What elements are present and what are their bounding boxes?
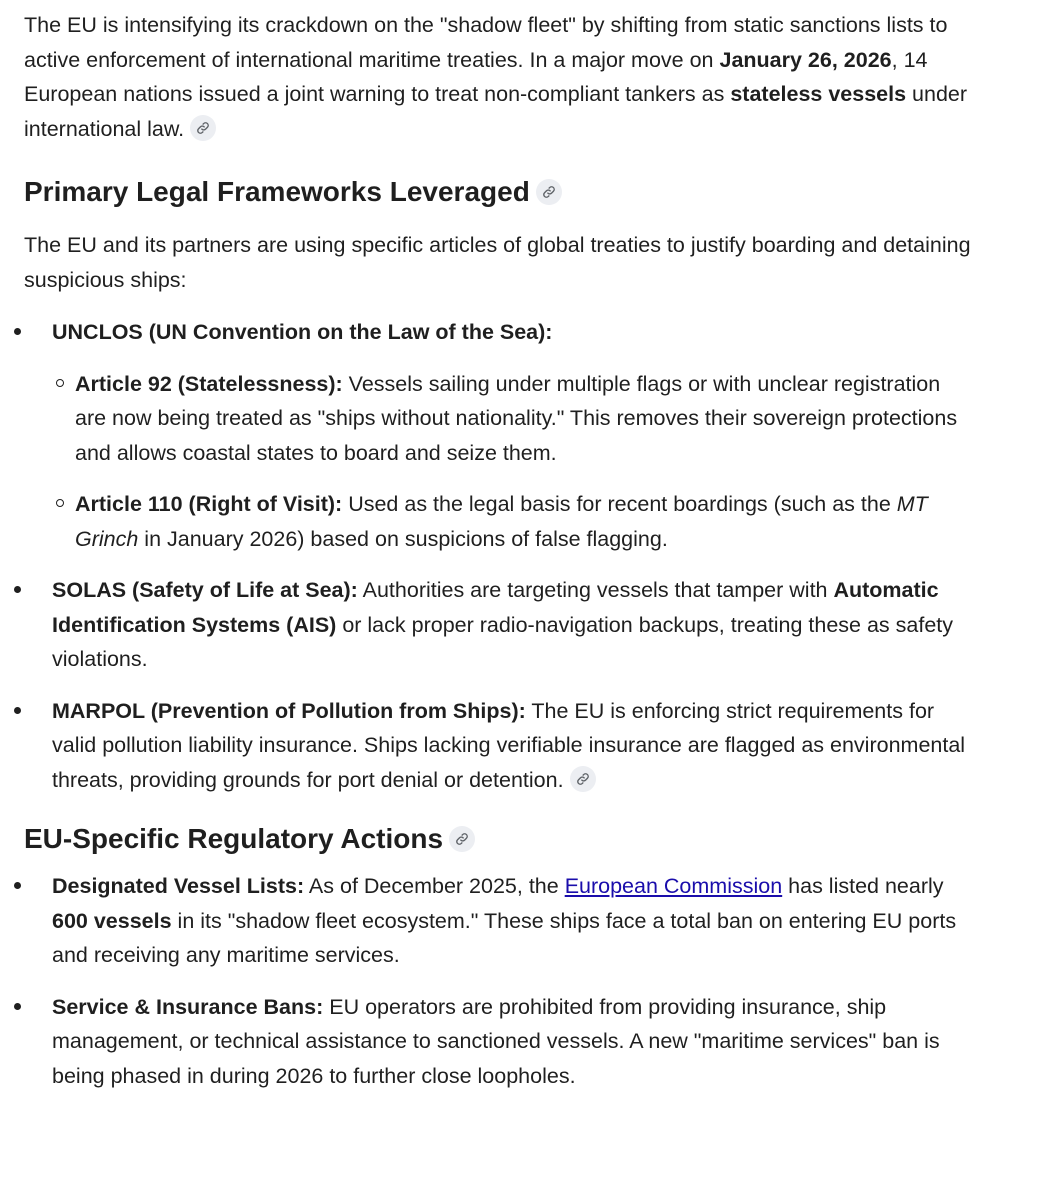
list-item-unclos xyxy=(24,315,974,556)
link-icon xyxy=(455,832,469,846)
article-110-title: Article 110 (Right of Visit): xyxy=(75,492,343,516)
service-text: EU operators are prohibited from providing insurance, ship management, or technical assistance to sanctioned vessels. A new "maritime services" ban is being phased in during 2026 to further close loopholes. xyxy=(52,994,940,1088)
source-link-chip[interactable] xyxy=(570,766,596,792)
link-icon xyxy=(576,772,590,786)
unclos-articles-list xyxy=(52,367,974,557)
bullet-icon xyxy=(14,328,21,335)
article-110-text-2: in January 2026) based on suspicions of false flagging. xyxy=(138,526,668,551)
bullet-icon xyxy=(14,1003,21,1010)
marpol-title: MARPOL (Prevention of Pollution from Ships): xyxy=(52,698,526,723)
source-link-chip[interactable] xyxy=(449,826,475,852)
european-commission-link[interactable]: European Commission xyxy=(564,874,783,898)
heading-primary-legal-frameworks xyxy=(24,174,974,210)
bullet-icon xyxy=(14,882,21,889)
solas-text-2: or lack proper radio-navigation backups, treating these as safety violations. xyxy=(52,612,954,671)
service-title: Service & Insurance Bans: xyxy=(52,994,324,1019)
response-content xyxy=(24,8,974,1110)
solas-text-1: Authorities are targeting vessels that tamper with xyxy=(357,578,834,602)
article-92-text: Vessels sailing under multiple flags or with unclear registration are now being treated as "ships without nationality." This removes their sovereign protections and allows coastal states to board and seize them. xyxy=(75,371,958,465)
circle-bullet-icon xyxy=(56,379,64,387)
designated-text-2: has listed nearly xyxy=(782,874,944,898)
link-icon xyxy=(542,185,556,199)
list-item-designated-vessels xyxy=(24,869,974,973)
solas-ais: Automatic Identification Systems (AIS) xyxy=(52,578,939,637)
intro-text-2: , 14 European nations issued a joint warning to treat non-compliant tankers as xyxy=(24,47,928,106)
ship-name: MT Grinch xyxy=(75,492,928,551)
source-link-chip[interactable] xyxy=(536,179,562,205)
heading-text: Primary Legal Frameworks Leveraged xyxy=(24,176,530,207)
heading-text: EU-Specific Regulatory Actions xyxy=(24,823,444,854)
designated-title: Designated Vessel Lists: xyxy=(52,874,305,898)
list-item-article-110 xyxy=(52,487,974,556)
marpol-text: The EU is enforcing strict requirements for valid pollution liability insurance. Ships lacking verifiable insurance are flagged as environmental threats, providing grounds for port denial or detention. xyxy=(52,698,966,792)
designated-text-1: As of December 2025, the xyxy=(304,874,565,898)
list-item-marpol xyxy=(24,694,974,798)
list-item-article-92 xyxy=(52,367,974,471)
circle-bullet-icon xyxy=(56,499,64,507)
designated-text-3: in its "shadow fleet ecosystem." These ships face a total ban on entering EU ports and receiving any maritime services. xyxy=(52,908,957,967)
heading-eu-regulatory-actions xyxy=(24,821,974,857)
source-link-chip[interactable] xyxy=(190,115,216,141)
solas-title: SOLAS (Safety of Life at Sea): xyxy=(52,578,358,602)
list-item-service-bans xyxy=(24,990,974,1094)
legal-frameworks-list xyxy=(24,315,974,797)
intro-text-1: The EU is intensifying its crackdown on the "shadow fleet" by shifting from static sanctions lists to active enforcement of international maritime treaties. In a major move on xyxy=(24,13,948,72)
bottom-fade xyxy=(0,1186,1038,1200)
intro-paragraph xyxy=(24,8,974,146)
designated-count: 600 vessels xyxy=(52,908,172,933)
article-110-text-1: Used as the legal basis for recent boardings (such as the xyxy=(342,492,897,516)
list-item-solas xyxy=(24,573,974,677)
intro-stateless: stateless vessels xyxy=(730,82,907,106)
regulatory-actions-list xyxy=(24,869,974,1093)
article-92-title: Article 92 (Statelessness): xyxy=(75,371,343,396)
bullet-icon xyxy=(14,707,21,714)
intro-text-3: under international law. xyxy=(24,82,968,141)
bullet-icon xyxy=(14,586,21,593)
unclos-title: UNCLOS (UN Convention on the Law of the Sea): xyxy=(52,320,553,344)
link-icon xyxy=(196,121,210,135)
intro-date: January 26, 2026 xyxy=(719,47,892,72)
section1-lead: The EU and its partners are using specific articles of global treaties to justify boarding and detaining suspicious ships: xyxy=(24,233,971,292)
